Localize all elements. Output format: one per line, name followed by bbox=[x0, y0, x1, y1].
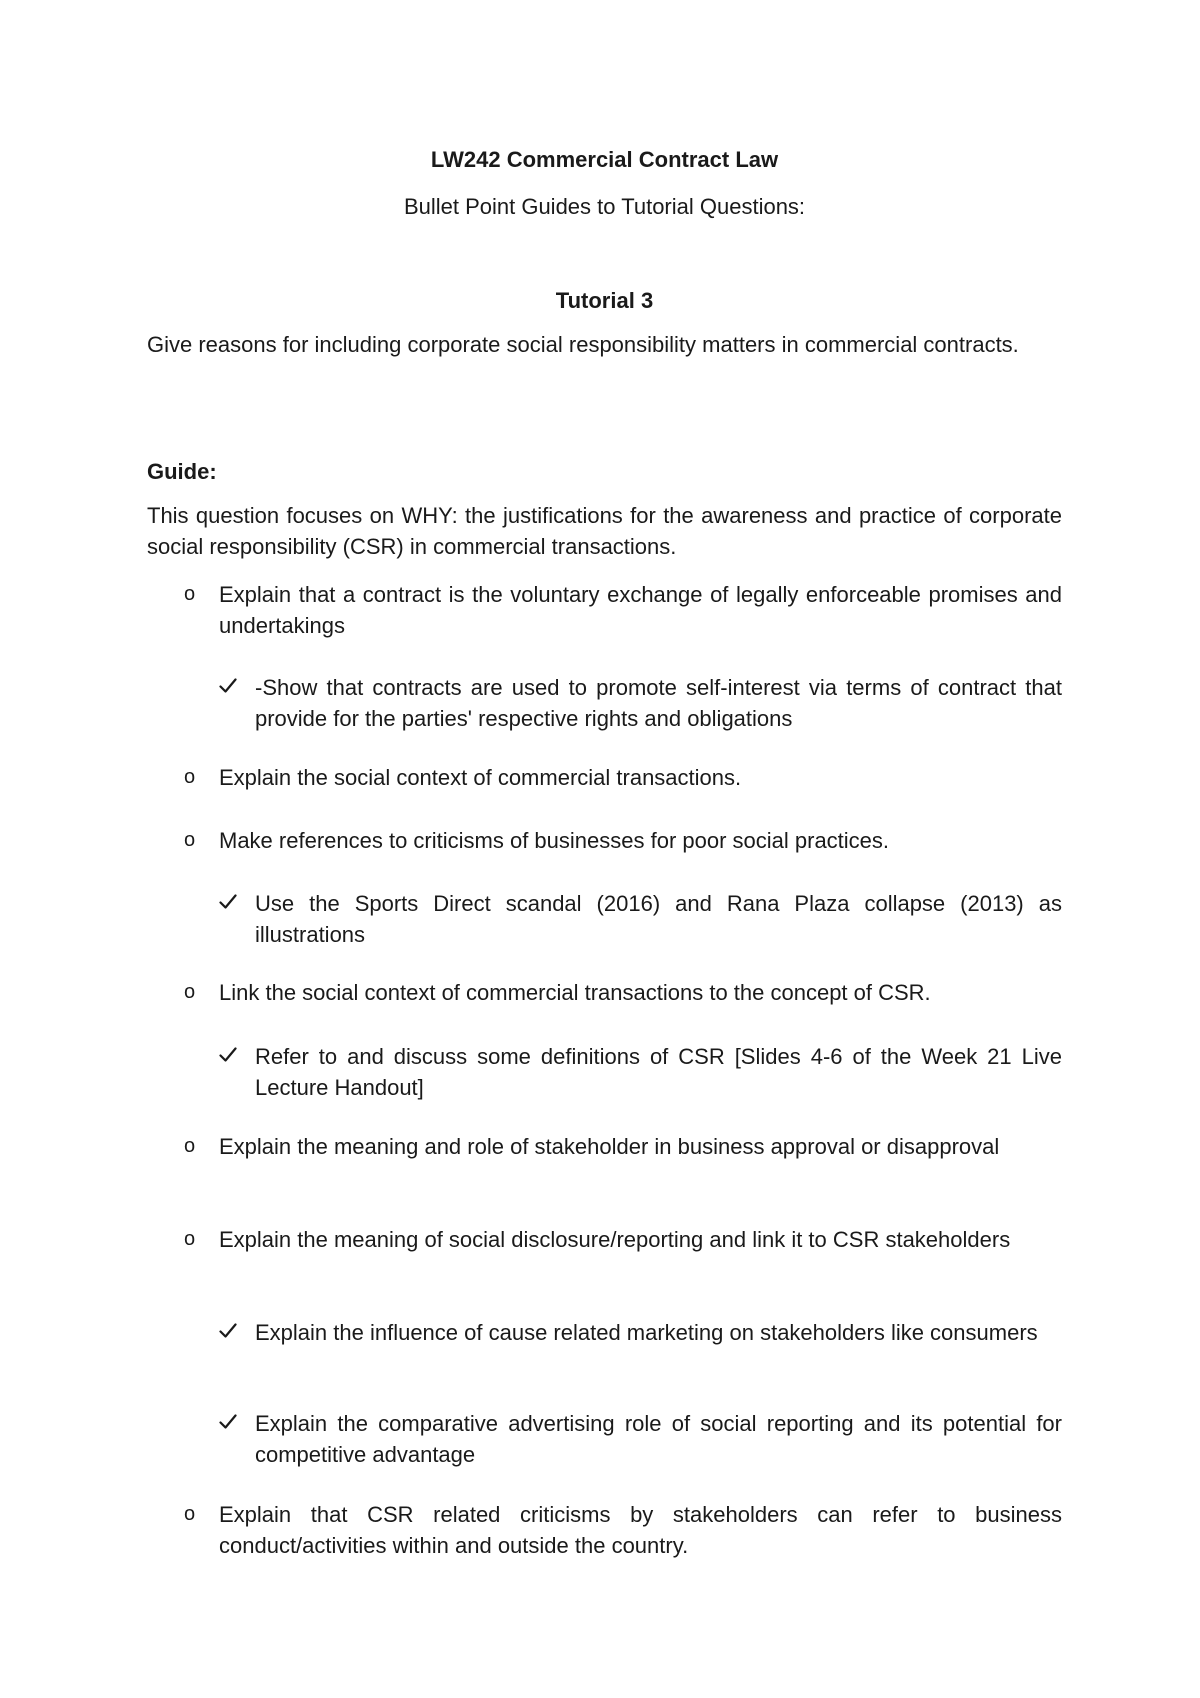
circle-bullet-icon: o bbox=[184, 1135, 196, 1157]
guide-bullet-text: Explain that a contract is the voluntary exchange of legally enforceable promises and undertakings bbox=[219, 582, 1062, 638]
guide-check-item bbox=[255, 672, 1062, 734]
guide-bullet-item bbox=[184, 762, 1062, 793]
guide-bullet-text: Explain that CSR related criticisms by stakeholders can refer to business conduct/activities within and outside the country. bbox=[219, 1502, 1062, 1558]
check-icon bbox=[219, 888, 243, 910]
guide-check-item bbox=[255, 1317, 1062, 1348]
guide-bullet-item bbox=[184, 825, 1062, 856]
guide-bullet-item bbox=[184, 1224, 1062, 1255]
guide-bullet-item bbox=[184, 579, 1062, 641]
circle-bullet-icon: o bbox=[184, 829, 196, 851]
check-icon bbox=[219, 1041, 243, 1063]
guide-check-text: Explain the comparative advertising role of social reporting and its potential for competitive advantage bbox=[255, 1411, 1062, 1467]
circle-bullet-icon: o bbox=[184, 1228, 196, 1250]
guide-check-text: Refer to and discuss some definitions of CSR [Slides 4-6 of the Week 21 Live Lecture Handout] bbox=[255, 1044, 1062, 1100]
guide-bullet-text: Explain the meaning of social disclosure/reporting and link it to CSR stakeholders bbox=[219, 1227, 1011, 1252]
check-icon bbox=[219, 672, 243, 694]
check-icon bbox=[219, 1317, 243, 1339]
guide-bullet-item bbox=[184, 1131, 1062, 1162]
circle-bullet-icon: o bbox=[184, 1503, 196, 1525]
guide-bullet-text: Explain the meaning and role of stakeholder in business approval or disapproval bbox=[219, 1134, 1000, 1159]
guide-check-item bbox=[255, 1041, 1062, 1103]
guide-check-text: Explain the influence of cause related marketing on stakeholders like consumers bbox=[255, 1320, 1038, 1345]
guide-intro: This question focuses on WHY: the justifications for the awareness and practice of corporate social responsibility (CSR) in commercial transactions. bbox=[147, 503, 1062, 559]
guide-check-text: -Show that contracts are used to promote self-interest via terms of contract that provide for the parties' respective rights and obligations bbox=[255, 675, 1062, 731]
guide-check-item bbox=[255, 888, 1062, 950]
circle-bullet-icon: o bbox=[184, 981, 196, 1003]
document-subtitle: Bullet Point Guides to Tutorial Questions: bbox=[403, 194, 806, 219]
circle-bullet-icon: o bbox=[184, 583, 196, 605]
guide-bullet-text: Make references to criticisms of businesses for poor social practices. bbox=[219, 828, 890, 853]
guide-check-item bbox=[255, 1408, 1062, 1470]
guide-bullet-item bbox=[184, 1499, 1062, 1561]
tutorial-heading: Tutorial 3 bbox=[555, 288, 654, 313]
guide-label: Guide: bbox=[147, 459, 217, 484]
guide-bullet-text: Explain the social context of commercial transactions. bbox=[219, 765, 742, 790]
tutorial-question: Give reasons for including corporate social responsibility matters in commercial contracts. bbox=[147, 332, 1019, 357]
guide-bullet-item bbox=[184, 977, 1062, 1008]
guide-check-text: Use the Sports Direct scandal (2016) and Rana Plaza collapse (2013) as illustrations bbox=[255, 891, 1062, 947]
circle-bullet-icon: o bbox=[184, 766, 196, 788]
check-icon bbox=[219, 1408, 243, 1430]
document-title: LW242 Commercial Contract Law bbox=[430, 147, 779, 172]
guide-bullet-text: Link the social context of commercial transactions to the concept of CSR. bbox=[219, 980, 931, 1005]
